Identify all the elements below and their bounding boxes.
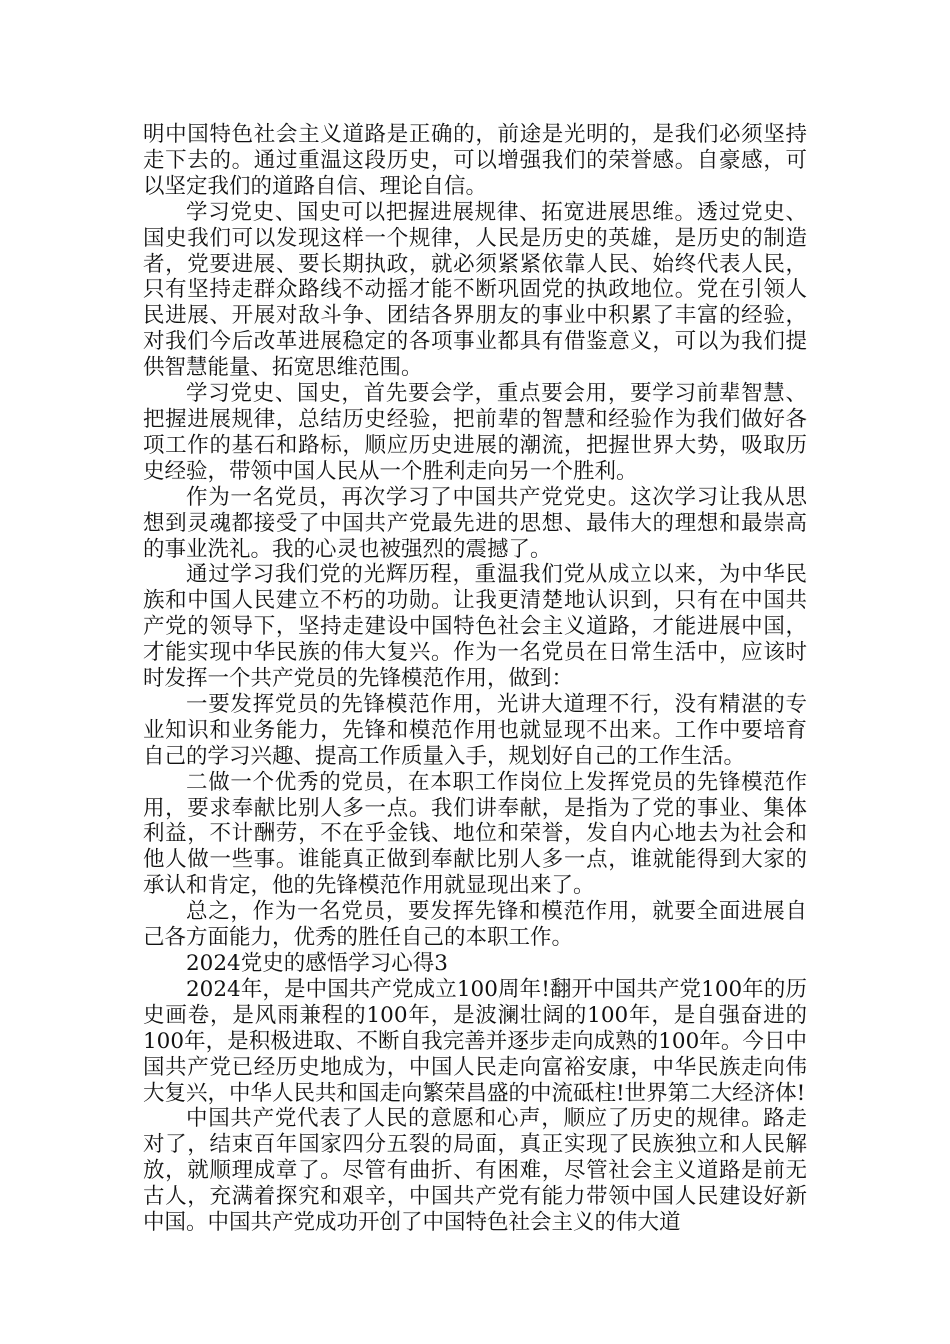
paragraph: 2024年，是中国共产党成立100周年!翻开中国共产党100年的历史画卷，是风雨兼程的100年，是波澜壮阔的100年，是自强奋进的100年，是积极进取、不断自我完善并逐步走向成熟的100年。今日中国共产党已经历史地成为，中国人民走向富裕安康，中华民族走向伟大复兴，中华人民共和国走向繁荣昌盛的中流砥柱!世界第二大经济体! (143, 976, 807, 1106)
paragraph: 学习党史、国史可以把握进展规律、拓宽进展思维。透过党史、国史我们可以发现这样一个规律，人民是历史的英雄，是历史的制造者，党要进展、要长期执政，就必须紧紧依靠人民、始终代表人民，只有坚持走群众路线不动摇才能不断巩固党的执政地位。党在引领人民进展、开展对敌斗争、团结各界朋友的事业中积累了丰富的经验，对我们今后改革进展稳定的各项事业都具有借鉴意义，可以为我们提供智慧能量、拓宽思维范围。 (143, 199, 807, 381)
section-heading: 2024党史的感悟学习心得3 (186, 951, 448, 976)
paragraph: 作为一名党员，再次学习了中国共产党党史。这次学习让我从思想到灵魂都接受了中国共产党最先进的思想、最伟大的理想和最崇高的事业洗礼。我的心灵也被强烈的震撼了。 (143, 484, 807, 562)
paragraph: 总之，作为一名党员，要发挥先锋和模范作用，就要全面进展自己各方面能力，优秀的胜任自己的本职工作。 (143, 899, 807, 951)
paragraph: 通过学习我们党的光辉历程，重温我们党从成立以来，为中华民族和中国人民建立不朽的功勋。让我更清楚地认识到，只有在中国共产党的领导下，坚持走建设中国特色社会主义道路，才能进展中国，才能实现中华民族的伟大复兴。作为一名党员在日常生活中，应该时时发挥一个共产党员的先锋模范作用，做到： (143, 562, 807, 692)
document-body (143, 122, 807, 1236)
paragraph: 二做一个优秀的党员，在本职工作岗位上发挥党员的先锋模范作用，要求奉献比别人多一点。我们讲奉献，是指为了党的事业、集体利益，不计酬劳，不在乎金钱、地位和荣誉，发自内心地去为社会和他人做一些事。谁能真正做到奉献比别人多一点，谁就能得到大家的承认和肯定，他的先锋模范作用就显现出来了。 (143, 769, 807, 899)
paragraph: 学习党史、国史，首先要会学，重点要会用，要学习前辈智慧、把握进展规律，总结历史经验，把前辈的智慧和经验作为我们做好各项工作的基石和路标，顺应历史进展的潮流，把握世界大势，吸取历史经验，带领中国人民从一个胜利走向另一个胜利。 (143, 381, 807, 484)
paragraph: 中国共产党代表了人民的意愿和心声，顺应了历史的规律。路走对了，结束百年国家四分五裂的局面，真正实现了民族独立和人民解放，就顺理成章了。尽管有曲折、有困难，尽管社会主义道路是前无古人，充满着探究和艰辛，中国共产党有能力带领中国人民建设好新中国。中国共产党成功开创了中国特色社会主义的伟大道 (143, 1106, 807, 1236)
paragraph: 一要发挥党员的先锋模范作用，光讲大道理不行，没有精湛的专业知识和业务能力，先锋和模范作用也就显现不出来。工作中要培育自己的学习兴趣、提高工作质量入手，规划好自己的工作生活。 (143, 691, 807, 769)
paragraph: 明中国特色社会主义道路是正确的，前途是光明的，是我们必须坚持走下去的。通过重温这段历史，可以增强我们的荣誉感。自豪感，可以坚定我们的道路自信、理论自信。 (143, 122, 807, 199)
